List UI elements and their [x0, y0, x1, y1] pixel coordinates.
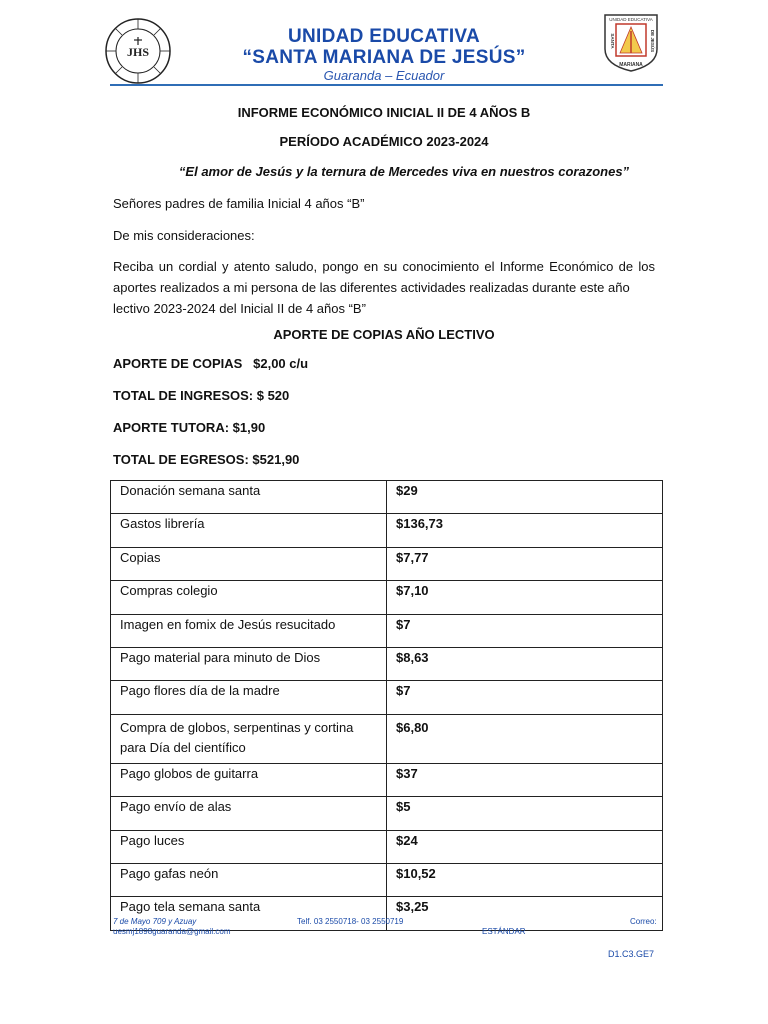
greeting: Señores padres de familia Inicial 4 años “B”: [113, 196, 365, 211]
considerations: De mis consideraciones:: [113, 228, 255, 243]
expense-amount: $7: [387, 614, 663, 647]
footer-email: uesmj1898guaranda@gmail.com: [113, 927, 231, 936]
shield-top-text: UNIDAD EDUCATIVA: [609, 17, 653, 22]
expense-concept: Pago luces: [111, 830, 387, 863]
summary-total-income: TOTAL DE INGRESOS: $ 520: [113, 388, 290, 403]
expense-amount: $7,10: [387, 581, 663, 614]
footer-address: 7 de Mayo 709 y Azuay: [113, 917, 197, 926]
expense-amount: $29: [387, 481, 663, 514]
expense-amount: $8,63: [387, 647, 663, 680]
expense-concept: Pago material para minuto de Dios: [111, 647, 387, 680]
expense-concept: Compra de globos, serpentinas y cortina para Día del científico: [111, 714, 387, 763]
expense-concept: Pago envío de alas: [111, 797, 387, 830]
document-code: D1.C3.GE7: [608, 949, 655, 959]
expense-amount: $37: [387, 763, 663, 796]
school-shield-right: [602, 13, 660, 73]
table-row: [111, 614, 663, 647]
table-row: [111, 681, 663, 714]
report-title: INFORME ECONÓMICO INICIAL II DE 4 AÑOS B: [237, 105, 531, 120]
school-location: Guaranda – Ecuador: [323, 68, 445, 83]
expense-concept: Pago gafas neón: [111, 863, 387, 896]
report-period: PERÍODO ACADÉMICO 2023-2024: [279, 134, 489, 149]
expense-amount: $7,77: [387, 547, 663, 580]
expense-amount: $7: [387, 681, 663, 714]
expense-amount: $24: [387, 830, 663, 863]
expense-amount: $3,25: [387, 897, 663, 930]
table-row: [111, 547, 663, 580]
school-name-line2: “SANTA MARIANA DE JESÚS”: [242, 47, 526, 68]
footer-estandar: ESTÁNDAR: [482, 927, 526, 936]
header-divider: [110, 84, 663, 86]
table-row: [111, 514, 663, 547]
summary-copies-contribution: APORTE DE COPIAS $2,00 c/u: [113, 356, 309, 371]
expense-concept: Pago globos de guitarra: [111, 763, 387, 796]
paragraph-line: aportes realizados a mi persona de las diferentes actividades realizadas durante este año: [113, 280, 630, 295]
table-row: [111, 647, 663, 680]
shield-right-text: DE JESÚS: [650, 29, 655, 53]
seal-left-monogram: JHS: [126, 45, 150, 59]
expense-amount: $6,80: [387, 714, 663, 763]
expense-concept: Copias: [111, 547, 387, 580]
section-title: APORTE DE COPIAS AÑO LECTIVO: [273, 327, 495, 342]
expense-concept: Donación semana santa: [111, 481, 387, 514]
summary-total-expenses: TOTAL DE EGRESOS: $521,90: [113, 452, 300, 467]
table-row: [111, 581, 663, 614]
expense-amount: $5: [387, 797, 663, 830]
shield-bottom-text: MARIANA: [619, 62, 643, 68]
expense-concept: Pago flores día de la madre: [111, 681, 387, 714]
expense-concept: Pago tela semana santa: [111, 897, 387, 930]
intro-paragraph: [113, 256, 655, 319]
expense-concept: Compras colegio: [111, 581, 387, 614]
school-name-line1: UNIDAD EDUCATIVA: [288, 26, 480, 47]
table-row: [111, 830, 663, 863]
expenses-table: [110, 480, 663, 931]
shield-left-text: SANTA: [610, 33, 615, 49]
motto: “El amor de Jesús y la ternura de Mercedes viva en nuestros corazones”: [178, 164, 630, 179]
table-row: [111, 863, 663, 896]
expense-amount: $136,73: [387, 514, 663, 547]
footer-correo-label: Correo:: [630, 917, 657, 926]
paragraph-line: Reciba un cordial y atento saludo, pongo en su conocimiento el Informe Económico de los: [113, 259, 655, 274]
summary-tutor-contribution: APORTE TUTORA: $1,90: [113, 420, 266, 435]
table-row: [111, 714, 663, 763]
expense-concept: Imagen en fomix de Jesús resucitado: [111, 614, 387, 647]
expense-amount: $10,52: [387, 863, 663, 896]
expense-concept: Gastos librería: [111, 514, 387, 547]
footer-phone: Telf. 03 2550718- 03 2550719: [297, 917, 404, 926]
table-row: [111, 763, 663, 796]
paragraph-line: lectivo 2023-2024 del Inicial II de 4 años “B”: [113, 301, 366, 316]
table-row: [111, 481, 663, 514]
table-row: [111, 797, 663, 830]
